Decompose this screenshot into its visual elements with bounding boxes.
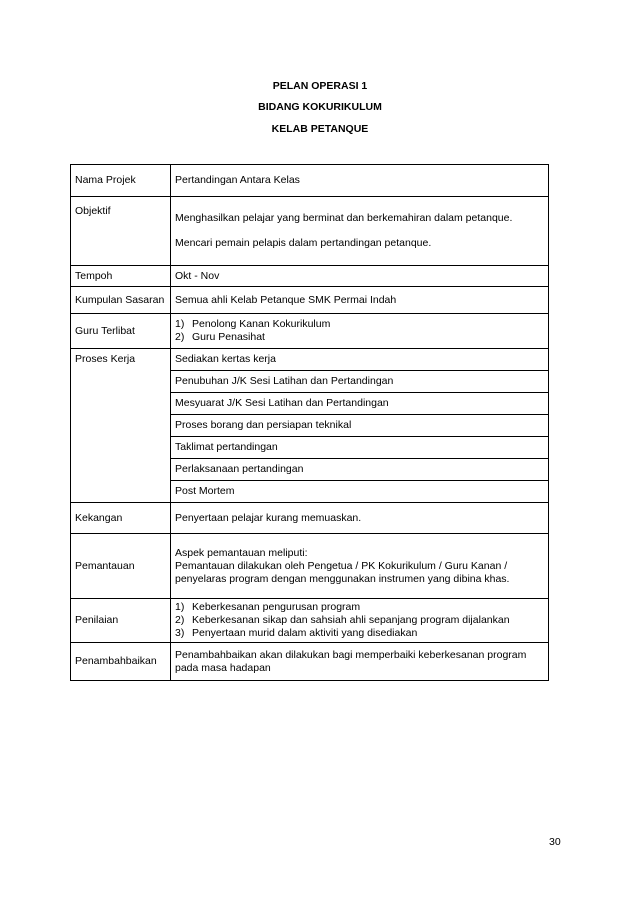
row-label: Guru Terlibat [71, 314, 171, 349]
row-value [171, 534, 549, 599]
row-value: Pertandingan Antara Kelas [171, 165, 549, 197]
table-row [71, 599, 549, 643]
row-value: Penyertaan pelajar kurang memuaskan. [171, 503, 549, 534]
monitoring-line: penyelaras program dengan menggunakan instrumen yang dibina khas. [175, 572, 510, 585]
title-bidang: BIDANG KOKURIKULUM [258, 101, 382, 113]
process-step: Post Mortem [171, 481, 549, 503]
row-label: Objektif [71, 197, 171, 266]
table-row [71, 503, 549, 534]
table-row [71, 165, 549, 197]
row-value: Semua ahli Kelab Petanque SMK Permai Indah [171, 287, 549, 314]
row-label: Proses Kerja [71, 349, 171, 503]
page-number: 30 [549, 836, 561, 848]
list-number: 2) [175, 331, 185, 343]
table-row [71, 266, 549, 287]
row-value [171, 599, 549, 643]
table-row [71, 349, 549, 371]
table-row [71, 197, 549, 266]
list-number: 1) [175, 601, 185, 613]
list-number: 3) [175, 627, 185, 639]
process-step: Proses borang dan persiapan teknikal [171, 415, 549, 437]
table-row [71, 287, 549, 314]
list-text: Penolong Kanan Kokurikulum [192, 318, 331, 330]
row-label: Kekangan [71, 503, 171, 534]
list-text: Keberkesanan sikap dan sahsiah ahli sepanjang program dijalankan [192, 614, 510, 626]
title-kelab: KELAB PETANQUE [271, 123, 369, 135]
row-label: Tempoh [71, 266, 171, 287]
monitoring-line: Pemantauan dilakukan oleh Pengetua / PK Kokurikulum / Guru Kanan / [175, 559, 508, 572]
row-label: Penilaian [71, 599, 171, 643]
process-step: Perlaksanaan pertandingan [171, 459, 549, 481]
objective-line: Mencari pemain pelapis dalam pertandingan petanque. [175, 237, 432, 249]
list-item [175, 601, 544, 614]
list-item [175, 318, 544, 331]
list-number: 2) [175, 614, 185, 626]
table-row [71, 643, 549, 681]
process-step: Sediakan kertas kerja [171, 349, 549, 371]
monitoring-line: Aspek pemantauan meliputi: [175, 546, 308, 559]
process-step: Penubuhan J/K Sesi Latihan dan Pertandingan [171, 371, 549, 393]
plan-table [70, 164, 549, 681]
list-text: Keberkesanan pengurusan program [192, 601, 361, 613]
list-item [175, 331, 544, 344]
row-value [171, 197, 549, 266]
list-item [175, 627, 544, 640]
list-item [175, 614, 544, 627]
row-label: Penambahbaikan [71, 643, 171, 681]
objective-line: Menghasilkan pelajar yang berminat dan berkemahiran dalam petanque. [175, 212, 513, 224]
process-step: Taklimat pertandingan [171, 437, 549, 459]
table-row [71, 534, 549, 599]
row-value: Okt - Nov [171, 266, 549, 287]
list-number: 1) [175, 318, 185, 330]
row-label: Kumpulan Sasaran [71, 287, 171, 314]
table-row [71, 314, 549, 349]
list-text: Guru Penasihat [192, 331, 265, 343]
process-step: Mesyuarat J/K Sesi Latihan dan Pertandingan [171, 393, 549, 415]
title-pelan-operasi: PELAN OPERASI 1 [272, 80, 368, 92]
row-value: Penambahbaikan akan dilakukan bagi memperbaiki keberkesanan program pada masa hadapan [171, 643, 549, 681]
row-value [171, 314, 549, 349]
row-label: Nama Projek [71, 165, 171, 197]
list-text: Penyertaan murid dalam aktiviti yang disediakan [192, 627, 418, 639]
row-label: Pemantauan [71, 534, 171, 599]
